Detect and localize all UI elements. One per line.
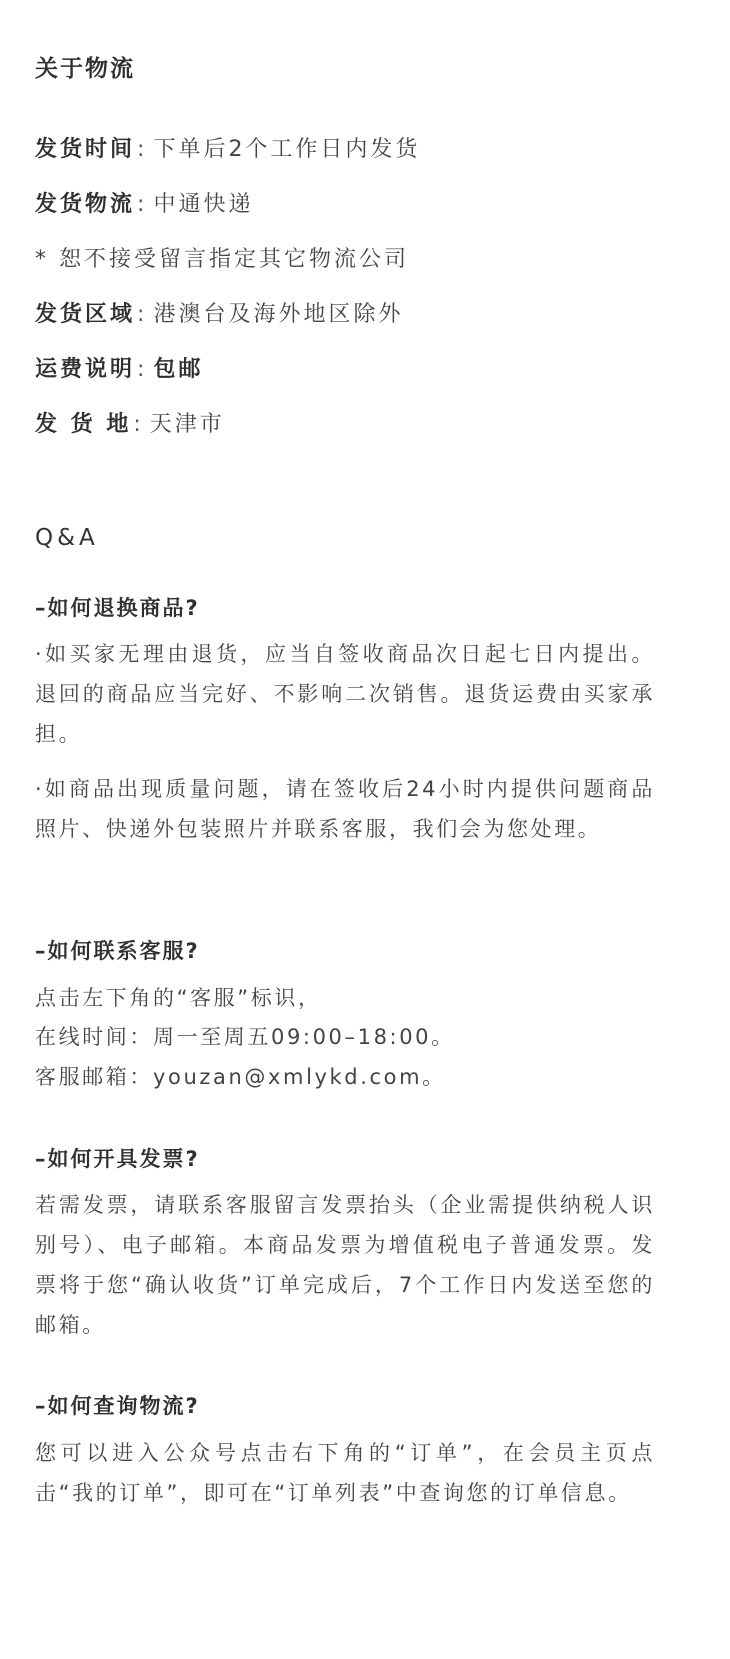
returns-paragraph-1: ·如买家无理由退货，应当自签收商品次日起七日内提出。退回的商品应当完好、不影响二次销售。退货运费由买家承担。 [35, 642, 655, 746]
carrier-sep: : [137, 192, 148, 217]
carrier-value: 中通快递 [153, 192, 254, 217]
origin-label: 发 货 地 [35, 412, 132, 437]
returns-paragraph-2: ·如商品出现质量问题，请在签收后24小时内提供问题商品照片、快递外包装照片并联系客服，我们会为您处理。 [35, 777, 655, 841]
region-sep: : [137, 302, 148, 327]
carrier-note: * 恕不接受留言指定其它物流公司 [35, 247, 409, 272]
invoice-paragraph: 若需发票，请联系客服留言发票抬头（企业需提供纳税人识别号）、电子邮箱。本商品发票为增值税电子普通发票。发票将于您“确认收货”订单完成后，7个工作日内发送至您的邮箱。 [35, 1193, 655, 1337]
region-label: 发货区域 [35, 302, 136, 327]
contact-heading: –如何联系客服? [35, 939, 200, 963]
origin-sep: : [133, 412, 144, 437]
shipping-fee-label: 运费说明 [35, 357, 136, 382]
returns-heading: –如何退换商品? [35, 596, 200, 620]
carrier-row [35, 190, 253, 220]
origin-row [35, 410, 225, 440]
shipping-fee-row [35, 355, 203, 385]
region-row [35, 300, 403, 330]
ship-time-value: 下单后2个工作日内发货 [153, 137, 421, 162]
invoice-heading: –如何开具发票? [35, 1147, 200, 1171]
origin-value: 天津市 [149, 412, 225, 437]
carrier-label: 发货物流 [35, 192, 136, 217]
tracking-paragraph: 您可以进入公众号点击右下角的“订单”，在会员主页点击“我的订单”，即可在“订单列表”中查询您的订单信息。 [35, 1441, 655, 1505]
ship-time-label: 发货时间 [35, 137, 136, 162]
contact-email-line: 客服邮箱：youzan@xmlykd.com。 [35, 1065, 446, 1089]
contact-line-2: 在线时间：周一至周五09:00–18:00。 [35, 1025, 455, 1049]
ship-time-row [35, 135, 420, 165]
tracking-heading: –如何查询物流? [35, 1394, 200, 1418]
qa-title: Q&A [35, 525, 99, 551]
ship-time-sep: : [137, 137, 148, 162]
contact-line-1: 点击左下角的“客服”标识， [35, 986, 322, 1010]
shipping-fee-value: 包邮 [153, 357, 204, 382]
section-title: 关于物流 [35, 56, 135, 82]
shipping-fee-sep: : [137, 357, 148, 382]
region-value: 港澳台及海外地区除外 [153, 302, 404, 327]
